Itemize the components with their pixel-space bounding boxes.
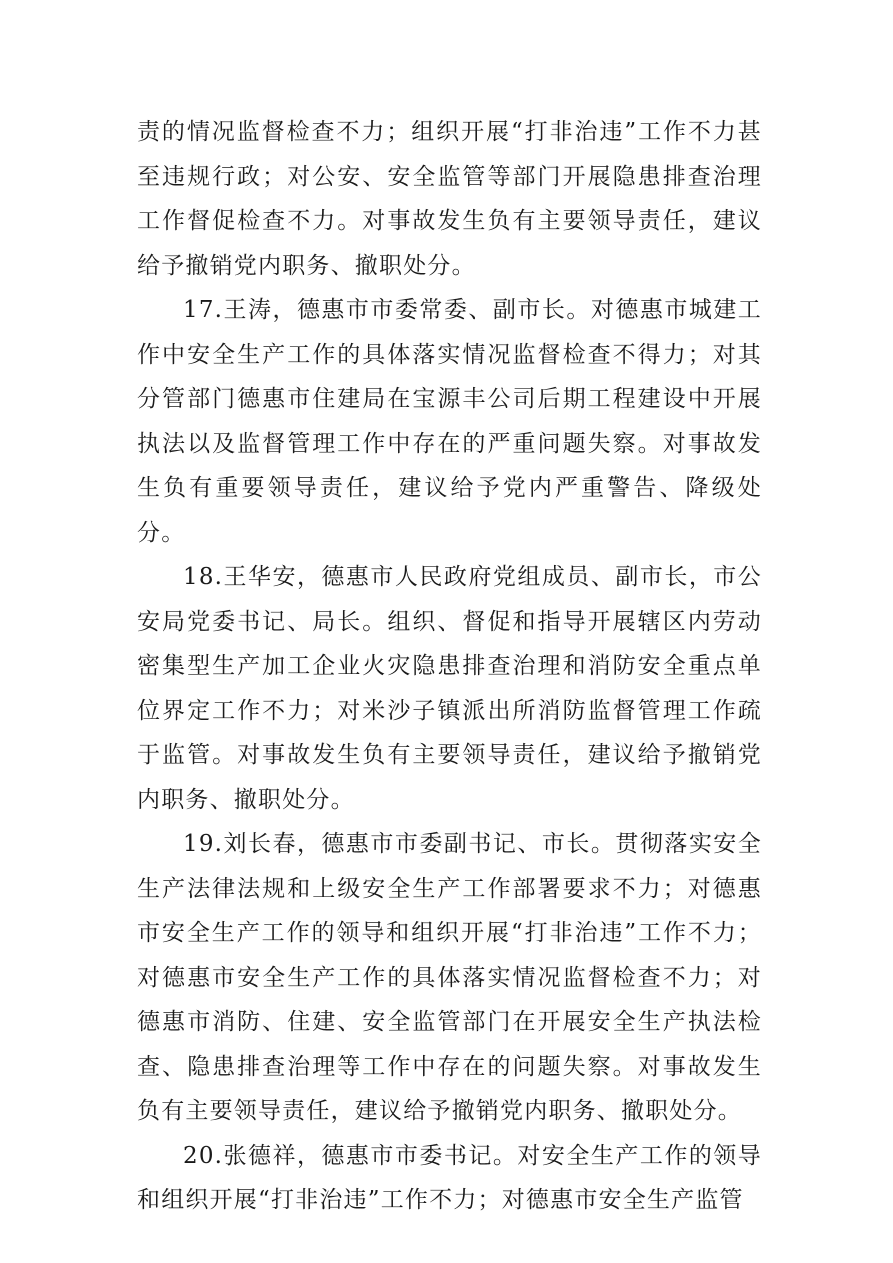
document-body: [137, 110, 762, 1223]
paragraph-item-20: 20.张德祥，德惠市市委书记。对安全生产工作的领导和组织开展“打非治违”工作不力；对德惠市安全生产监管: [137, 1142, 762, 1213]
paragraph-item-17: 17.王涛，德惠市市委常委、副市长。对德惠市城建工作中安全生产工作的具体落实情况监督检查不得力；对其分管部门德惠市住建局在宝源丰公司后期工程建设中开展执法以及监督管理工作中存在的严重问题失察。对事故发生负有重要领导责任，建议给予党内严重警告、降级处分。: [137, 297, 762, 546]
paragraph-continuation: 责的情况监督检查不力；组织开展“打非治违”工作不力甚至违规行政；对公安、安全监管等部门开展隐患排查治理工作督促检查不力。对事故发生负有主要领导责任，建议给予撤销党内职务、撤职处分。: [137, 119, 762, 279]
paragraph-item-18: 18.王华安，德惠市人民政府党组成员、副市长，市公安局党委书记、局长。组织、督促和指导开展辖区内劳动密集型生产加工企业火灾隐患排查治理和消防安全重点单位界定工作不力；对米沙子镇派出所消防监督管理工作疏于监管。对事故发生负有主要领导责任，建议给予撤销党内职务、撤职处分。: [137, 564, 762, 813]
paragraph-item-19: 19.刘长春，德惠市市委副书记、市长。贯彻落实安全生产法律法规和上级安全生产工作部署要求不力；对德惠市安全生产工作的领导和组织开展“打非治违”工作不力；对德惠市安全生产工作的具体落实情况监督检查不力；对德惠市消防、住建、安全监管部门在开展安全生产执法检查、隐患排查治理等工作中存在的问题失察。对事故发生负有主要领导责任，建议给予撤销党内职务、撤职处分。: [137, 831, 762, 1124]
